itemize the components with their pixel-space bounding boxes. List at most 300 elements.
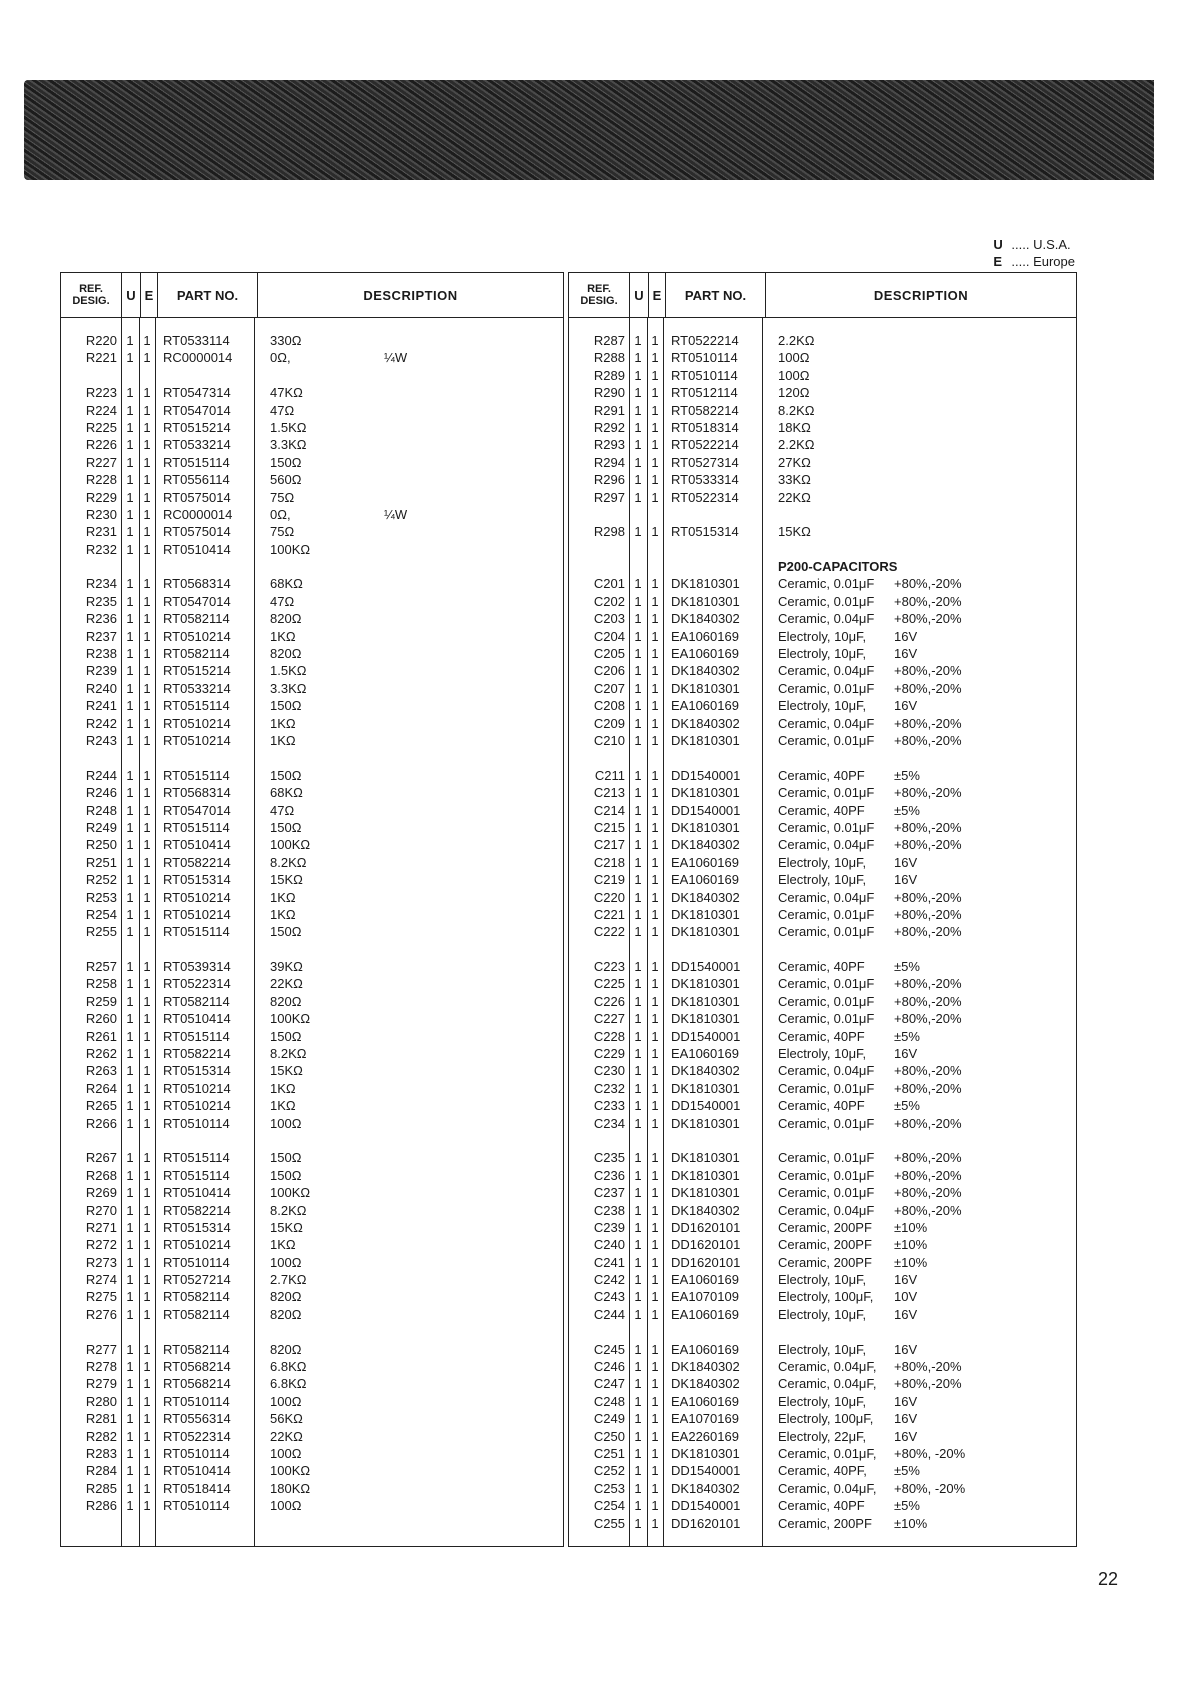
table-row bbox=[61, 1462, 563, 1479]
description-value-cell: 150Ω bbox=[270, 454, 302, 470]
u-cell: 1 bbox=[126, 524, 134, 540]
table-row bbox=[61, 610, 563, 627]
table-row bbox=[61, 715, 563, 732]
e-cell: 1 bbox=[651, 1254, 659, 1270]
description-rating-cell: +80%,-20% bbox=[894, 1359, 962, 1375]
ref-desig-cell bbox=[569, 558, 629, 575]
table-row bbox=[61, 836, 563, 853]
e-cell: 1 bbox=[143, 646, 151, 662]
part-no-cell: RT0515114 bbox=[163, 1028, 230, 1044]
ref-desig-cell: C223 bbox=[593, 959, 625, 975]
u-cell: 1 bbox=[126, 506, 134, 522]
ref-desig-cell: C226 bbox=[593, 993, 625, 1009]
ref-desig-cell: R225 bbox=[85, 419, 117, 435]
e-cell bbox=[139, 1323, 155, 1340]
u-cell: 1 bbox=[126, 959, 134, 975]
table-body-left bbox=[61, 332, 563, 1515]
u-cell bbox=[121, 558, 139, 575]
u-cell: 1 bbox=[634, 959, 642, 975]
description-value-cell: 1KΩ bbox=[270, 889, 296, 905]
ref-desig-cell: R257 bbox=[85, 959, 117, 975]
ref-desig-cell: R228 bbox=[85, 472, 117, 488]
u-cell: 1 bbox=[634, 646, 642, 662]
table-row bbox=[569, 1028, 1076, 1045]
e-cell bbox=[139, 558, 155, 575]
e-cell: 1 bbox=[651, 385, 659, 401]
table-row bbox=[61, 1254, 563, 1271]
description-value-cell: Ceramic, 0.04μF bbox=[778, 837, 875, 853]
part-no-cell: DD1620101 bbox=[671, 1515, 741, 1531]
part-no-cell: RC0000014 bbox=[163, 350, 233, 366]
e-cell: 1 bbox=[143, 663, 151, 679]
e-cell: 1 bbox=[143, 576, 151, 592]
u-cell: 1 bbox=[126, 1289, 134, 1305]
u-cell: 1 bbox=[634, 402, 642, 418]
table-row bbox=[569, 1219, 1076, 1236]
ref-desig-cell: R253 bbox=[85, 889, 117, 905]
e-cell: 1 bbox=[651, 402, 659, 418]
part-no-cell: DD1620101 bbox=[671, 1237, 741, 1253]
table-row bbox=[61, 419, 563, 436]
u-cell: 1 bbox=[126, 1202, 134, 1218]
e-cell: 1 bbox=[143, 593, 151, 609]
part-no-cell: RT0568314 bbox=[163, 785, 231, 801]
description-value-cell: 1KΩ bbox=[270, 1080, 296, 1096]
description-value-cell: Ceramic, 40PF bbox=[778, 1498, 865, 1514]
table-row bbox=[569, 1515, 1076, 1532]
part-no-cell: DK1810301 bbox=[671, 1011, 740, 1027]
e-cell: 1 bbox=[143, 1306, 151, 1322]
ref-desig-cell: R229 bbox=[85, 489, 117, 505]
ref-desig-cell: C207 bbox=[593, 680, 625, 696]
u-cell: 1 bbox=[126, 663, 134, 679]
ref-desig-cell: R236 bbox=[85, 611, 117, 627]
description-value-cell: 3.3KΩ bbox=[270, 437, 307, 453]
ref-desig-cell: C230 bbox=[593, 1063, 625, 1079]
u-cell: 1 bbox=[634, 1341, 642, 1357]
e-cell: 1 bbox=[143, 541, 151, 557]
table-row bbox=[61, 384, 563, 401]
table-row bbox=[569, 645, 1076, 662]
e-cell: 1 bbox=[651, 1046, 659, 1062]
table-row bbox=[569, 471, 1076, 488]
description-rating-cell: 16V bbox=[894, 1046, 918, 1062]
ref-desig-cell: R242 bbox=[85, 715, 117, 731]
e-cell: 1 bbox=[143, 837, 151, 853]
description-rating-cell: 16V bbox=[894, 872, 918, 888]
e-cell: 1 bbox=[143, 472, 151, 488]
description-value-cell: 1KΩ bbox=[270, 628, 296, 644]
description-value-cell: 100KΩ bbox=[270, 541, 311, 557]
e-cell: 1 bbox=[143, 976, 151, 992]
ref-desig-cell: C219 bbox=[593, 872, 625, 888]
ref-desig-cell: R240 bbox=[85, 680, 117, 696]
table-row bbox=[569, 836, 1076, 853]
table-row bbox=[61, 1341, 563, 1358]
table-header bbox=[61, 273, 563, 318]
description-rating-cell: +80%,-20% bbox=[894, 1115, 962, 1131]
description-value-cell: 27KΩ bbox=[778, 454, 811, 470]
description-value-cell: 1KΩ bbox=[270, 1098, 296, 1114]
description-value-cell: 150Ω bbox=[270, 1028, 302, 1044]
spacer-row bbox=[61, 1323, 563, 1340]
description-value-cell: 8.2KΩ bbox=[270, 1046, 307, 1062]
description-value-cell: Ceramic, 0.01μF bbox=[778, 732, 875, 748]
u-cell bbox=[629, 1132, 647, 1149]
description-value-cell: 0Ω, bbox=[270, 350, 291, 366]
e-cell: 1 bbox=[143, 1150, 151, 1166]
table-row bbox=[61, 1288, 563, 1305]
ref-desig-cell bbox=[569, 506, 629, 523]
u-cell: 1 bbox=[126, 1185, 134, 1201]
ref-desig-cell bbox=[61, 1132, 121, 1149]
part-no-cell: RT0510414 bbox=[163, 837, 231, 853]
table-row bbox=[61, 1202, 563, 1219]
ref-desig-cell: R288 bbox=[593, 350, 625, 366]
description-value-cell: Ceramic, 0.01μF bbox=[778, 819, 875, 835]
table-row bbox=[569, 523, 1076, 540]
table-row bbox=[61, 975, 563, 992]
table-row bbox=[61, 506, 563, 523]
ref-desig-cell: R252 bbox=[85, 872, 117, 888]
u-cell: 1 bbox=[634, 628, 642, 644]
e-cell: 1 bbox=[651, 472, 659, 488]
u-cell: 1 bbox=[634, 576, 642, 592]
table-row bbox=[569, 1149, 1076, 1166]
description-value-cell: 1.5KΩ bbox=[270, 663, 307, 679]
e-cell: 1 bbox=[143, 628, 151, 644]
ref-desig-cell: R248 bbox=[85, 802, 117, 818]
description-rating-cell: ±5% bbox=[894, 1098, 920, 1114]
description-rating-cell: +80%,-20% bbox=[894, 1376, 962, 1392]
description-rating-cell: 16V bbox=[894, 628, 918, 644]
u-cell: 1 bbox=[126, 1272, 134, 1288]
table-row bbox=[61, 1167, 563, 1184]
part-no-cell: DK1840302 bbox=[671, 1063, 740, 1079]
part-no-cell: DK1810301 bbox=[671, 819, 740, 835]
description-value-cell: Ceramic, 0.01μF, bbox=[778, 1446, 877, 1461]
part-no-cell: RT0515314 bbox=[163, 872, 231, 888]
ref-desig-cell: C240 bbox=[593, 1237, 625, 1253]
table-body-right bbox=[569, 332, 1076, 1532]
part-no-cell: DD1620101 bbox=[671, 1219, 741, 1235]
u-cell: 1 bbox=[126, 1098, 134, 1114]
ref-desig-cell: C235 bbox=[593, 1150, 625, 1166]
description-value-cell: 75Ω bbox=[270, 524, 295, 540]
e-cell: 1 bbox=[651, 819, 659, 835]
u-cell: 1 bbox=[126, 611, 134, 627]
part-no-cell: RT0522314 bbox=[163, 976, 231, 992]
table-row bbox=[61, 1080, 563, 1097]
description-value-cell: Ceramic, 40PF bbox=[778, 802, 865, 818]
ref-desig-cell: C205 bbox=[593, 646, 625, 662]
part-no-cell: DD1540001 bbox=[671, 1028, 741, 1044]
part-no-cell: RT0512114 bbox=[671, 385, 738, 401]
ref-desig-cell: R268 bbox=[85, 1167, 117, 1183]
ref-desig-cell: C211 bbox=[594, 767, 625, 783]
u-cell: 1 bbox=[126, 715, 134, 731]
ref-desig-cell: R255 bbox=[85, 924, 117, 940]
description-value-cell: 100Ω bbox=[270, 1393, 302, 1409]
table-row bbox=[61, 1480, 563, 1497]
part-no-cell: EA1060169 bbox=[671, 1272, 739, 1288]
e-cell: 1 bbox=[143, 1115, 151, 1131]
ref-desig-cell: C239 bbox=[593, 1219, 625, 1235]
description-rating-cell: +80%,-20% bbox=[894, 837, 962, 853]
u-cell: 1 bbox=[126, 1011, 134, 1027]
description-rating-cell: +80%,-20% bbox=[894, 924, 962, 940]
e-cell: 1 bbox=[651, 1167, 659, 1183]
ref-desig-cell: C210 bbox=[593, 732, 625, 748]
ref-desig-cell: R291 bbox=[593, 402, 625, 418]
ref-desig-cell: C208 bbox=[593, 698, 625, 714]
table-row bbox=[569, 1254, 1076, 1271]
description-value-cell: 100Ω bbox=[270, 1446, 302, 1461]
table-header bbox=[569, 273, 1076, 318]
e-cell bbox=[139, 1132, 155, 1149]
table-row bbox=[569, 1062, 1076, 1079]
e-cell: 1 bbox=[143, 1463, 151, 1479]
description-rating-cell: +80%,-20% bbox=[894, 611, 962, 627]
e-cell: 1 bbox=[143, 819, 151, 835]
e-cell: 1 bbox=[651, 576, 659, 592]
part-no-cell: RT0547014 bbox=[163, 402, 231, 418]
u-cell: 1 bbox=[634, 1080, 642, 1096]
header-ref: REF. bbox=[587, 283, 611, 295]
table-row bbox=[61, 906, 563, 923]
table-row bbox=[61, 784, 563, 801]
part-no-cell: RT0556114 bbox=[163, 472, 230, 488]
e-cell: 1 bbox=[143, 1376, 151, 1392]
u-cell: 1 bbox=[634, 611, 642, 627]
table-row bbox=[61, 802, 563, 819]
description-value-cell: 15KΩ bbox=[270, 1219, 303, 1235]
u-cell: 1 bbox=[634, 1219, 642, 1235]
legend-e-text: ..... Europe bbox=[1011, 254, 1075, 270]
spacer-row bbox=[569, 541, 1076, 558]
table-row bbox=[61, 645, 563, 662]
description-rating-cell: +80%,-20% bbox=[894, 976, 962, 992]
part-no-cell bbox=[155, 367, 254, 384]
table-row bbox=[569, 715, 1076, 732]
description-value-cell: 330Ω bbox=[270, 333, 302, 348]
part-no-cell: DK1840302 bbox=[671, 1480, 740, 1496]
table-row bbox=[569, 923, 1076, 940]
ref-desig-cell: R246 bbox=[85, 785, 117, 801]
e-cell bbox=[647, 558, 663, 575]
e-cell: 1 bbox=[651, 1376, 659, 1392]
description-value-cell: Ceramic, 0.04μF bbox=[778, 715, 875, 731]
e-cell: 1 bbox=[651, 906, 659, 922]
part-no-cell: RT0582214 bbox=[163, 1202, 231, 1218]
part-no-cell: RT0510214 bbox=[163, 1080, 231, 1096]
part-no-cell: RT0568314 bbox=[163, 576, 231, 592]
ref-desig-cell: C237 bbox=[593, 1185, 625, 1201]
part-no-cell: DD1540001 bbox=[671, 1463, 741, 1479]
u-cell: 1 bbox=[126, 1167, 134, 1183]
ref-desig-cell: C201 bbox=[593, 576, 625, 592]
part-no-cell: RT0582214 bbox=[163, 854, 231, 870]
description-value-cell: 820Ω bbox=[270, 1341, 302, 1357]
description-rating-cell: +80%,-20% bbox=[894, 1185, 962, 1201]
part-no-cell: DK1840302 bbox=[671, 715, 740, 731]
description-rating-cell: ±5% bbox=[894, 1028, 920, 1044]
description-value-cell: 100Ω bbox=[270, 1254, 302, 1270]
u-cell: 1 bbox=[126, 1463, 134, 1479]
table-row bbox=[569, 1010, 1076, 1027]
part-no-cell: DK1810301 bbox=[671, 976, 740, 992]
description-value-cell: 820Ω bbox=[270, 646, 302, 662]
table-row bbox=[569, 854, 1076, 871]
table-row bbox=[61, 680, 563, 697]
u-cell: 1 bbox=[126, 698, 134, 714]
e-cell: 1 bbox=[143, 872, 151, 888]
table-row bbox=[61, 1028, 563, 1045]
table-row bbox=[569, 349, 1076, 366]
u-cell: 1 bbox=[126, 1341, 134, 1357]
e-cell: 1 bbox=[651, 1498, 659, 1514]
u-cell: 1 bbox=[126, 333, 134, 348]
part-no-cell bbox=[663, 506, 762, 523]
spacer-row bbox=[569, 1323, 1076, 1340]
ref-desig-cell: R232 bbox=[85, 541, 117, 557]
part-no-cell: RT0527214 bbox=[163, 1272, 231, 1288]
description-value-cell: Ceramic, 0.01μF bbox=[778, 1167, 875, 1183]
ref-desig-cell: R276 bbox=[85, 1306, 117, 1322]
part-no-cell: RT0533214 bbox=[163, 680, 231, 696]
description-value-cell: 100KΩ bbox=[270, 837, 311, 853]
part-no-cell: RT0510214 bbox=[163, 1237, 231, 1253]
u-cell bbox=[121, 749, 139, 766]
u-cell: 1 bbox=[126, 1150, 134, 1166]
table-row bbox=[569, 367, 1076, 384]
spacer-row bbox=[61, 367, 563, 384]
spacer-row bbox=[61, 749, 563, 766]
e-cell: 1 bbox=[651, 924, 659, 940]
table-row bbox=[61, 854, 563, 871]
ref-desig-cell: R297 bbox=[593, 489, 625, 505]
part-no-cell: DK1810301 bbox=[671, 732, 740, 748]
part-no-cell: EA1070169 bbox=[671, 1411, 739, 1427]
u-cell: 1 bbox=[634, 1115, 642, 1131]
table-row bbox=[569, 871, 1076, 888]
description-value-cell: Electroly, 10μF, bbox=[778, 854, 867, 870]
e-cell: 1 bbox=[143, 385, 151, 401]
part-no-cell: RT0582114 bbox=[163, 1341, 230, 1357]
description-value-cell: 6.8KΩ bbox=[270, 1376, 307, 1392]
ref-desig-cell: R235 bbox=[85, 593, 117, 609]
table-row bbox=[61, 1115, 563, 1132]
description-rating-cell: +80%,-20% bbox=[894, 593, 962, 609]
e-cell: 1 bbox=[143, 333, 151, 348]
ref-desig-cell: C250 bbox=[593, 1428, 625, 1444]
u-cell: 1 bbox=[634, 1237, 642, 1253]
description-value-cell: P200-CAPACITORS bbox=[778, 559, 898, 575]
header-e: E bbox=[648, 273, 665, 317]
e-cell: 1 bbox=[651, 524, 659, 540]
description-value-cell: Ceramic, 0.04μF bbox=[778, 611, 875, 627]
e-cell: 1 bbox=[143, 1272, 151, 1288]
u-cell: 1 bbox=[634, 993, 642, 1009]
table-row bbox=[569, 610, 1076, 627]
header-desig: DESIG. bbox=[72, 295, 110, 307]
ref-desig-cell: R271 bbox=[85, 1219, 117, 1235]
description-value-cell: Ceramic, 0.04μF, bbox=[778, 1376, 877, 1392]
e-cell: 1 bbox=[651, 1446, 659, 1461]
table-row bbox=[569, 1341, 1076, 1358]
u-cell bbox=[629, 749, 647, 766]
section-heading bbox=[569, 558, 1076, 575]
e-cell: 1 bbox=[651, 1393, 659, 1409]
e-cell: 1 bbox=[143, 1011, 151, 1027]
part-no-cell: RT0547314 bbox=[163, 385, 231, 401]
e-cell: 1 bbox=[143, 1359, 151, 1375]
description-value-cell: 22KΩ bbox=[778, 489, 811, 505]
description-value-cell: Ceramic, 40PF, bbox=[778, 1463, 867, 1479]
description-value-cell: 47Ω bbox=[270, 402, 295, 418]
u-cell: 1 bbox=[634, 698, 642, 714]
ref-desig-cell: R292 bbox=[593, 419, 625, 435]
part-no-cell: RT0547014 bbox=[163, 593, 231, 609]
table-row bbox=[569, 680, 1076, 697]
table-row bbox=[569, 1045, 1076, 1062]
u-cell: 1 bbox=[634, 663, 642, 679]
part-no-cell: DK1840302 bbox=[671, 663, 740, 679]
u-cell: 1 bbox=[126, 472, 134, 488]
ref-desig-cell: C228 bbox=[593, 1028, 625, 1044]
ref-desig-cell: R289 bbox=[593, 367, 625, 383]
description-value-cell: 47Ω bbox=[270, 593, 295, 609]
table-row bbox=[61, 523, 563, 540]
u-cell: 1 bbox=[634, 785, 642, 801]
u-cell: 1 bbox=[634, 1428, 642, 1444]
part-no-cell: DK1810301 bbox=[671, 576, 740, 592]
spacer-row bbox=[569, 1132, 1076, 1149]
u-cell: 1 bbox=[126, 541, 134, 557]
part-no-cell: RT0510114 bbox=[163, 1446, 230, 1461]
part-no-cell: EA1060169 bbox=[671, 628, 739, 644]
description-value-cell: Ceramic, 0.04μF bbox=[778, 889, 875, 905]
table-row bbox=[61, 1410, 563, 1427]
u-cell: 1 bbox=[634, 1272, 642, 1288]
u-cell: 1 bbox=[126, 1306, 134, 1322]
u-cell: 1 bbox=[634, 1306, 642, 1322]
part-no-cell: RT0582114 bbox=[163, 611, 230, 627]
part-no-cell: RT0510114 bbox=[163, 1254, 230, 1270]
table-row bbox=[569, 1202, 1076, 1219]
ref-desig-cell: R284 bbox=[85, 1463, 117, 1479]
u-cell: 1 bbox=[126, 993, 134, 1009]
header-u: U bbox=[629, 273, 648, 317]
u-cell: 1 bbox=[126, 1480, 134, 1496]
e-cell: 1 bbox=[143, 1254, 151, 1270]
description-value-cell: 47KΩ bbox=[270, 385, 303, 401]
table-row bbox=[61, 1375, 563, 1392]
e-cell: 1 bbox=[143, 959, 151, 975]
e-cell: 1 bbox=[143, 1393, 151, 1409]
u-cell: 1 bbox=[634, 367, 642, 383]
part-no-cell: DK1810301 bbox=[671, 993, 740, 1009]
e-cell: 1 bbox=[143, 1063, 151, 1079]
table-row bbox=[61, 889, 563, 906]
description-value-cell: Ceramic, 0.01μF bbox=[778, 1115, 875, 1131]
e-cell: 1 bbox=[143, 611, 151, 627]
table-row bbox=[61, 1097, 563, 1114]
e-cell: 1 bbox=[651, 1411, 659, 1427]
table-row bbox=[569, 628, 1076, 645]
description-rating-cell: 16V bbox=[894, 698, 918, 714]
u-cell bbox=[121, 941, 139, 958]
